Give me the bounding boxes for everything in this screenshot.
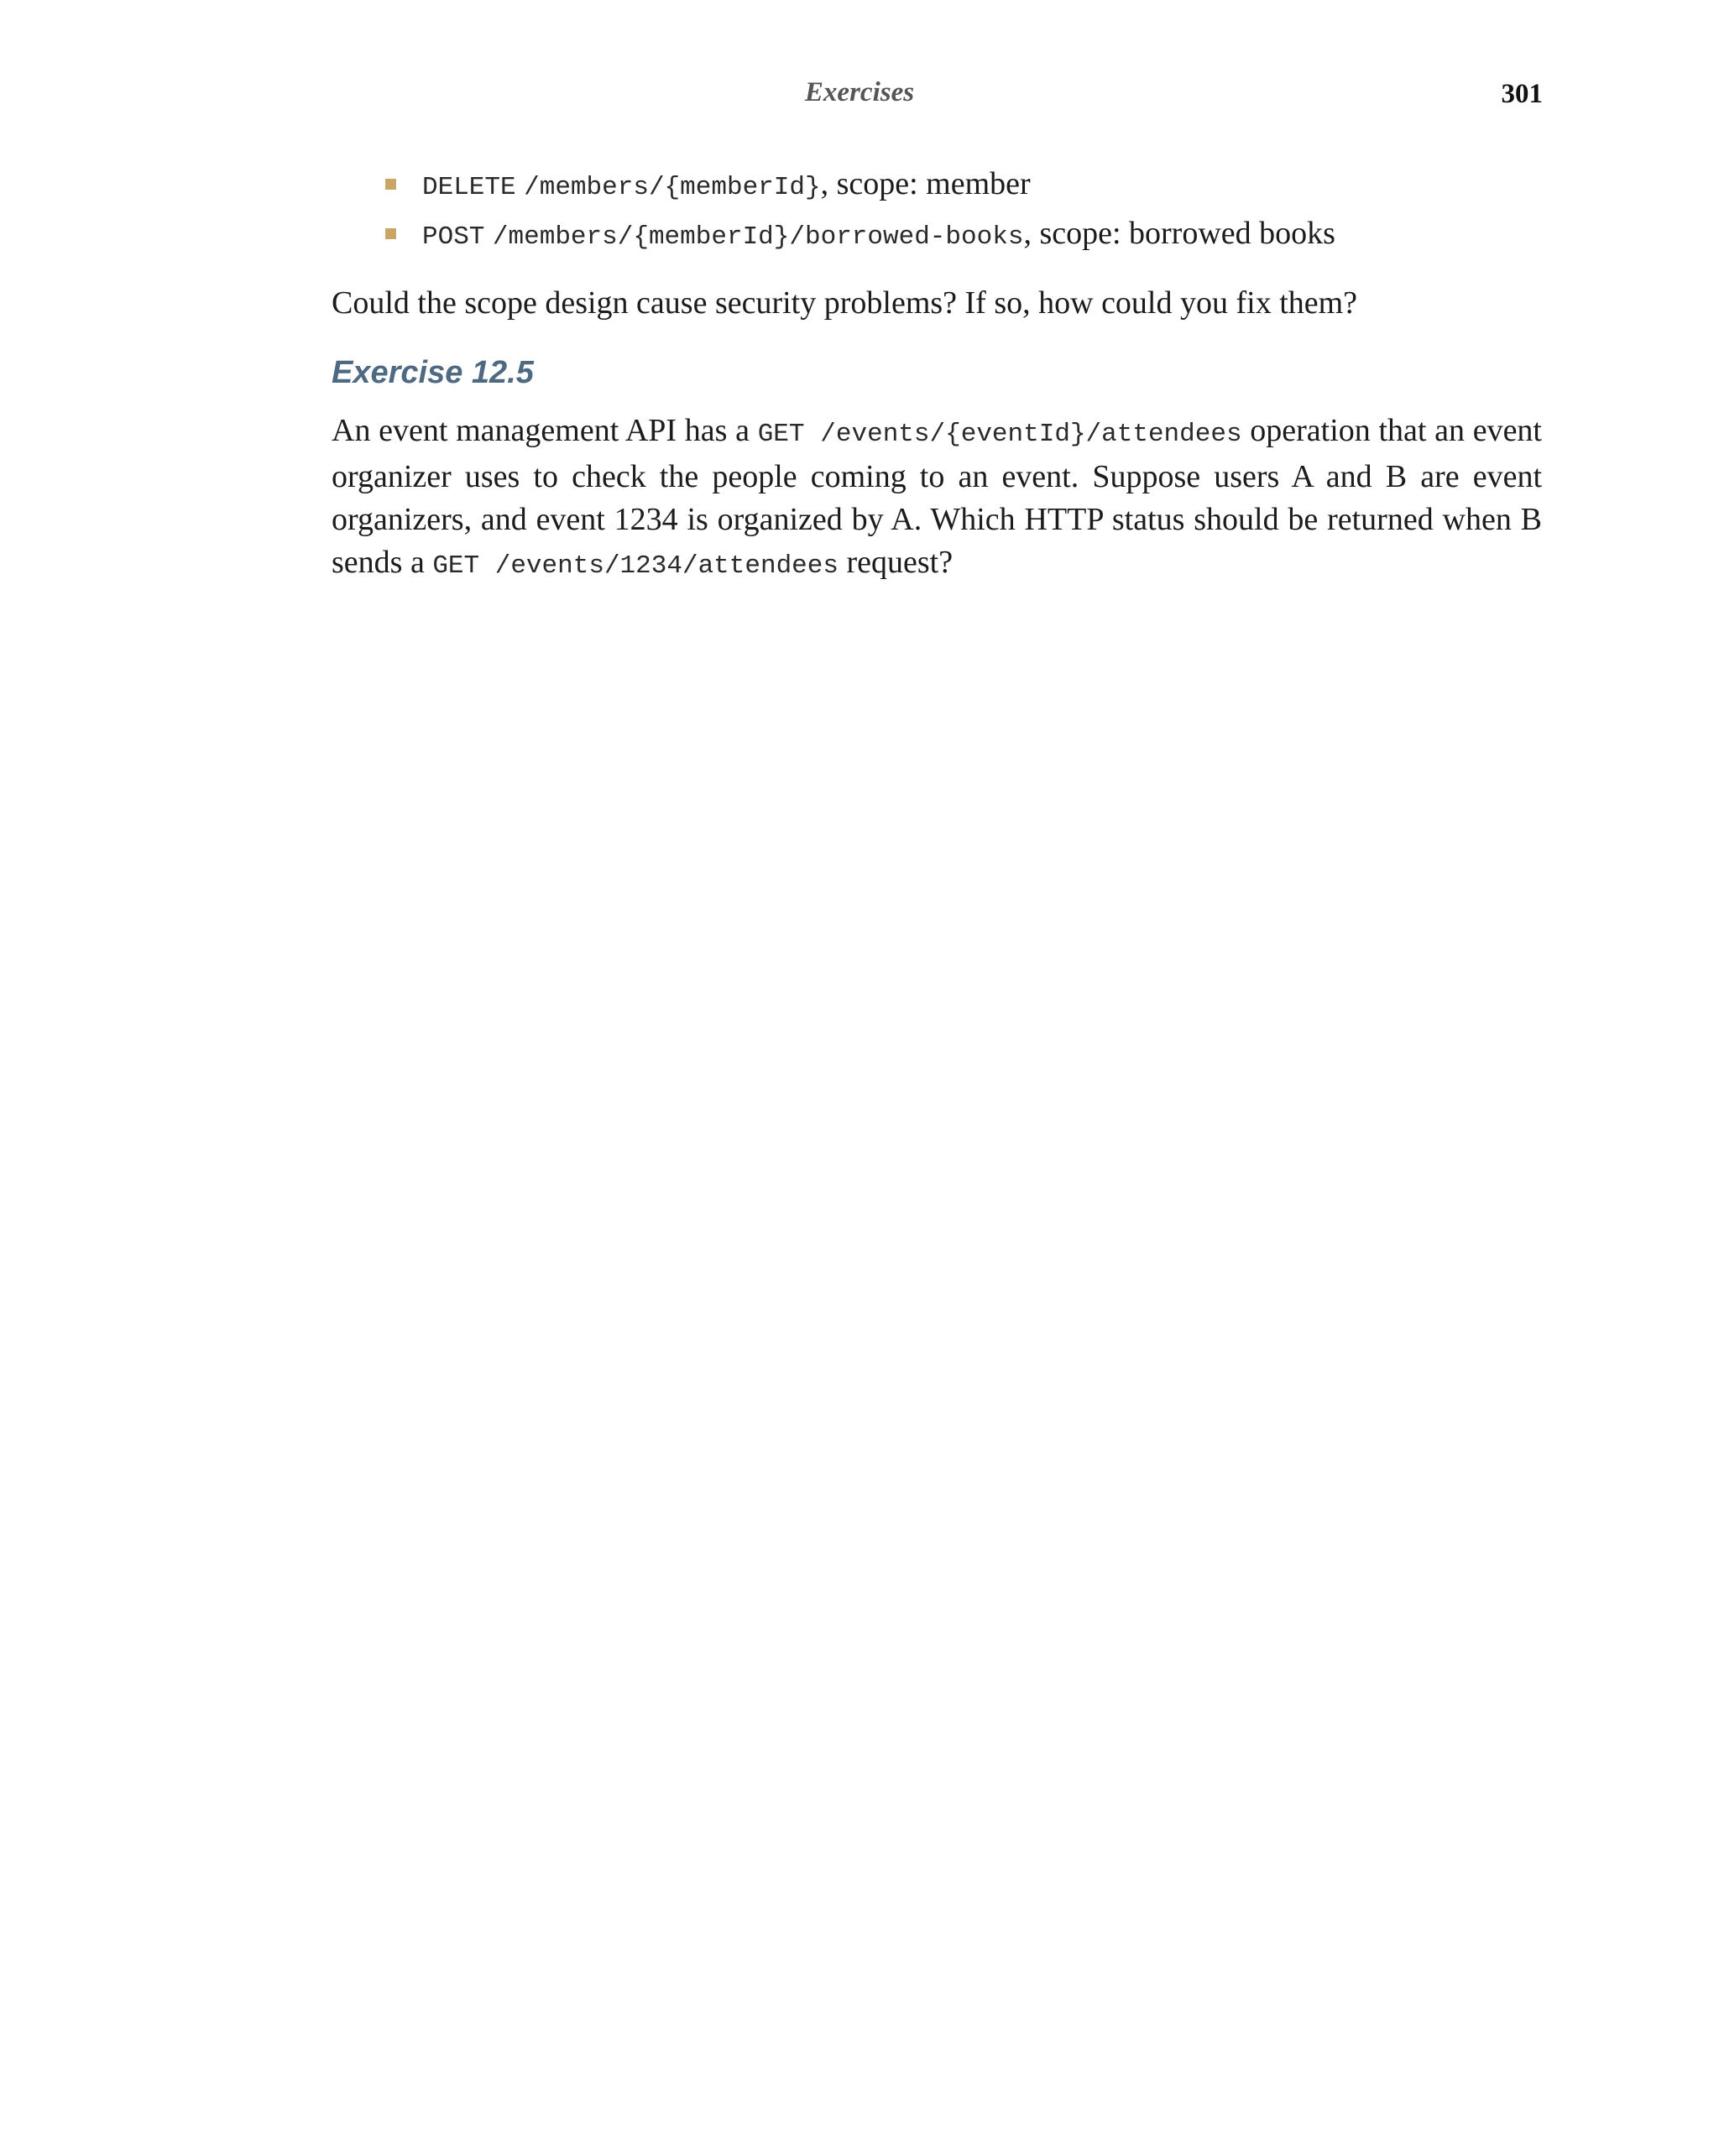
endpoint-path: /members/{memberId}/borrowed-books	[492, 222, 1024, 252]
question-paragraph: Could the scope design cause security problems? If so, how could you fix them?	[332, 285, 1358, 321]
page-content	[332, 161, 1542, 587]
running-head-section-title: Exercises	[804, 77, 915, 107]
square-bullet-icon	[385, 179, 396, 190]
exercise-text-part: request?	[839, 545, 954, 580]
http-method: DELETE	[422, 173, 516, 202]
running-head	[0, 77, 1719, 119]
inline-code: GET /events/1234/attendees	[432, 551, 839, 581]
inline-code: GET /events/{eventId}/attendees	[757, 420, 1242, 449]
endpoint-path: /members/{memberId}	[524, 173, 821, 202]
exercise-text-part: An event management API has a	[332, 413, 758, 448]
exercise-paragraph	[332, 410, 1542, 587]
scope-text: , scope: member	[820, 166, 1031, 201]
http-method: POST	[422, 222, 485, 252]
list-item	[332, 211, 1542, 260]
list-item	[332, 161, 1542, 211]
bullet-list	[332, 161, 1542, 260]
scope-text: , scope: borrowed books	[1023, 216, 1335, 251]
exercise-text-part: operation that an event organizer uses to check the people coming to an event. Suppose users A and B are event organizers, and event 1234 is organized by A. Which HTTP status should be returned when B sends a	[332, 413, 1542, 580]
square-bullet-icon	[385, 228, 396, 239]
exercise-heading: Exercise 12.5	[332, 355, 534, 390]
page-number: 301	[1501, 79, 1543, 109]
